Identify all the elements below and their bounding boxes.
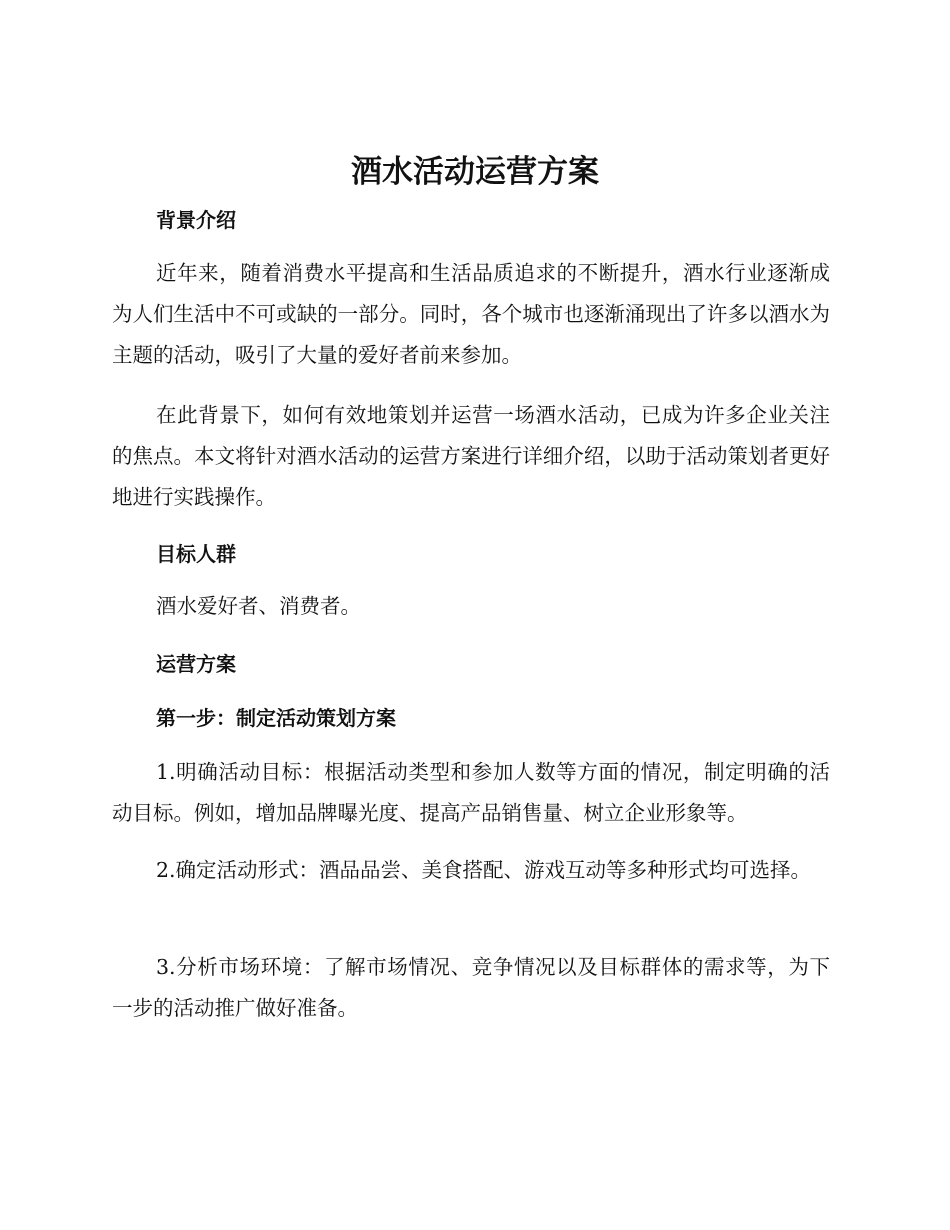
section-heading-operation: 运营方案 — [156, 652, 236, 676]
section-heading-target: 目标人群 — [156, 542, 236, 566]
paragraph-background-2: 在此背景下，如何有效地策划并运营一场酒水活动，已成为许多企业关注的焦点。本文将针对酒水活动的运营方案进行详细介绍，以助于活动策划者更好地进行实践操作。 — [112, 403, 830, 509]
list-item-step1-1: 1.明确活动目标：根据活动类型和参加人数等方面的情况，制定明确的活动目标。例如，增加品牌曝光度、提高产品销售量、树立企业形象等。 — [112, 760, 830, 825]
step-heading-1: 第一步：制定活动策划方案 — [156, 706, 396, 730]
section-heading-background: 背景介绍 — [156, 208, 236, 232]
paragraph-target: 酒水爱好者、消费者。 — [156, 594, 361, 618]
list-item-step1-2: 2.确定活动形式：酒品品尝、美食搭配、游戏互动等多种形式均可选择。 — [156, 858, 812, 882]
list-item-step1-3: 3.分析市场环境：了解市场情况、竞争情况以及目标群体的需求等，为下一步的活动推广做好准备。 — [112, 955, 830, 1020]
paragraph-background-1: 近年来，随着消费水平提高和生活品质追求的不断提升，酒水行业逐渐成为人们生活中不可或缺的一部分。同时，各个城市也逐渐涌现出了许多以酒水为主题的活动，吸引了大量的爱好者前来参加。 — [112, 261, 830, 367]
document-title: 酒水活动运营方案 — [351, 154, 599, 190]
